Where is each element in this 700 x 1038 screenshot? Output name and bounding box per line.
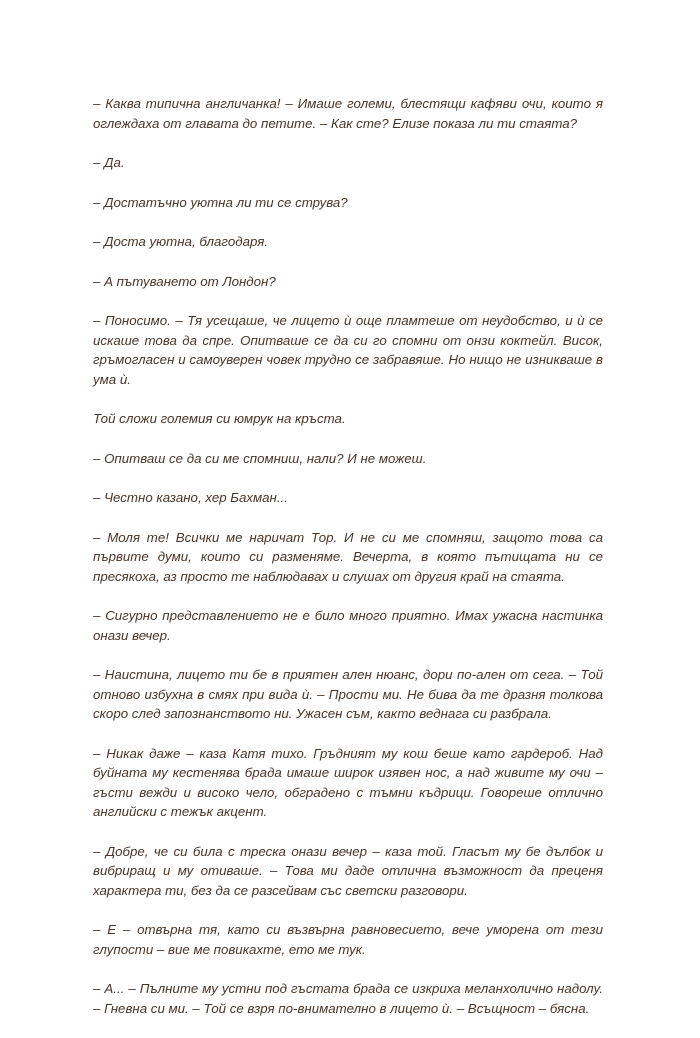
paragraph-2: – Да. bbox=[93, 155, 125, 170]
paragraph-16: – А... – Пълните му устни под гъстата брада се изкриха меланхолично надолу. – Гневна си ми. – Той се взря по-внимателно в лицето ѝ. – Всъщност – бясна. bbox=[93, 981, 603, 1016]
paragraph-5: – А пътуването от Лондон? bbox=[93, 273, 276, 289]
paragraph-8: – Опитваш се да си ме спомниш, нали? И не можеш. bbox=[93, 450, 427, 466]
page-body-text bbox=[93, 94, 603, 1038]
paragraph-15: – Е – отвърна тя, като си възвърна равновесието, вече уморена от тези глупости – вие ме повикахте, ето ме тук. bbox=[93, 922, 603, 957]
paragraph-14: – Добре, че си била с треска онази вечер – каза той. Гласът му бе дълбок и вибриращ и му отиваше. – Това ми даде отлична възможност да преценя характера ти, без да се разсейвам със светски разговори. bbox=[93, 843, 603, 898]
paragraph-7: Той сложи големия си юмрук на кръста. bbox=[93, 411, 346, 426]
paragraph-13: – Никак даже – каза Катя тихо. Гръдният му кош беше като гардероб. Над буйната му кестенява брада имаше широк изявен нос, а над живите му очи – гъсти вежди и високо чело, обградено с тъмни къдрици. Говореше отлично английски с тежък акцент. bbox=[93, 745, 603, 819]
paragraph-1: – Каква типична англичанка! – Имаше големи, блестящи кафяви очи, които я оглеждаха от главата до петите. – Как сте? Елизе показа ли ти стаята? bbox=[93, 96, 603, 131]
paragraph-11: – Сигурно представлението не е било много приятно. Имах ужасна настинка онази вечер. bbox=[93, 608, 603, 643]
paragraph-3: – Достатъчно уютна ли ти се струва? bbox=[93, 194, 348, 210]
paragraph-6: – Поносимо. – Тя усещаше, че лицето ѝ още пламтеше от неудобство, и ѝ се искаше това да спре. Опитваше се да си го спомни от онзи коктейл. Висок, гръмогласен и самоуверен човек трудно се забравяше. Но нищо не изникваше в ума ѝ. bbox=[93, 313, 603, 387]
paragraph-9: – Честно казано, хер Бахман... bbox=[93, 490, 288, 505]
paragraph-4: – Доста уютна, благодаря. bbox=[93, 234, 269, 249]
paragraph-12: – Наистина, лицето ти бе в приятен ален нюанс, дори по-ален от сега. – Той отново избухна в смях при вида ѝ. – Прости ми. Не бива да те дразня толкова скоро след запознанството ни. Ужасен съм, както веднага си разбрала. bbox=[93, 667, 603, 721]
paragraph-10: – Моля те! Всички ме наричат Тор. И не си ме спомняш, защото това са първите думи, които си разменяме. Вечерта, в която пътищата ни се пресякоха, аз просто те наблюдавах и слушах от другия край на стаята. bbox=[93, 529, 603, 584]
